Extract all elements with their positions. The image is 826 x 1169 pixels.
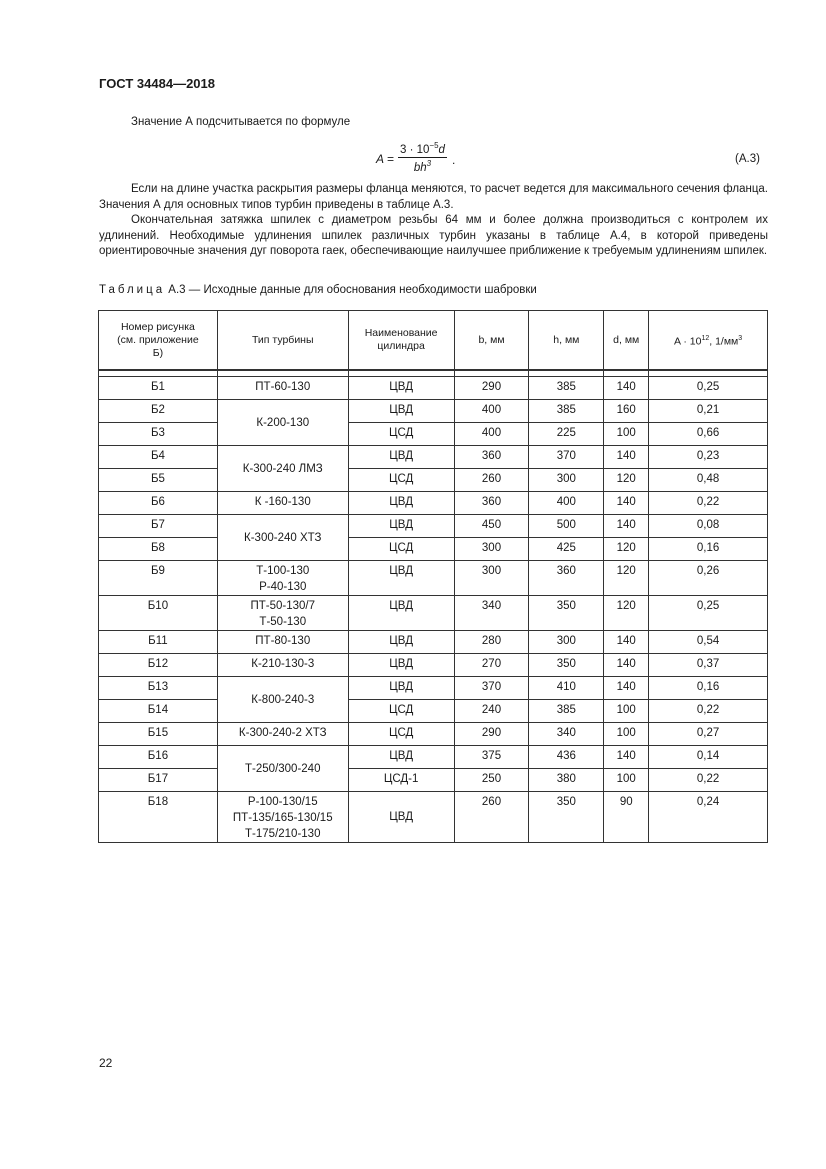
table-cell: ЦВД xyxy=(348,677,454,700)
table-cell: Б17 xyxy=(99,769,218,792)
table-cell: ЦСД xyxy=(348,423,454,446)
denominator-exp: 3 xyxy=(426,158,432,168)
table-cell: Б8 xyxy=(99,538,218,561)
table-cell: Б3 xyxy=(99,423,218,446)
table-cell: 140 xyxy=(604,492,649,515)
page-number: 22 xyxy=(99,1056,113,1070)
paragraph-1-text: Если на длине участка раскрытия размеры фланца меняются, то расчет ведется для максимального сечения фланца. Значения А для основных типов турбин приведены в таблице А.3. xyxy=(99,183,768,211)
formula-end: . xyxy=(452,153,456,167)
table-cell: 140 xyxy=(604,654,649,677)
numerator-base: 3 · 10 xyxy=(400,143,430,156)
table-cell: ЦСД xyxy=(348,469,454,492)
table-cell: ЦСД xyxy=(348,700,454,723)
table-cell: 260 xyxy=(454,792,529,843)
table-cell: ПТ-80-130 xyxy=(217,631,348,654)
table-cell: ЦВД xyxy=(348,400,454,423)
table-cell: ПТ-60-130 xyxy=(217,377,348,400)
table-cell: 360 xyxy=(454,446,529,469)
col-header-a: $A \cdot 10^{12}$, $1/мм^3$ xyxy=(649,311,768,371)
table-cell: 0,48 xyxy=(649,469,768,492)
table-cell: 375 xyxy=(454,746,529,769)
table-cell: 140 xyxy=(604,631,649,654)
table-cell: 385 xyxy=(529,377,604,400)
paragraph-2-text: Окончательная затяжка шпилек с диаметром резьбы 64 мм и более должна производиться с контролем их удлинений. Необходимые удлинения шпилек различных турбин указаны в таблице А.4, в которой приведены ориентировочные значения дуг поворота гаек, обеспечивающие наилучшее приближение к требуемым удлинениям шпилек. xyxy=(99,214,768,257)
table-row xyxy=(99,723,768,746)
col-header-h: h, мм xyxy=(529,311,604,371)
table-cell: 370 xyxy=(529,446,604,469)
table-cell: 0,21 xyxy=(649,400,768,423)
table-cell: 250 xyxy=(454,769,529,792)
table-cell: 340 xyxy=(454,596,529,631)
table-cell: К-300-240 ХТЗ xyxy=(217,515,348,561)
table-cell: 160 xyxy=(604,400,649,423)
numerator-var: d xyxy=(438,143,445,156)
table-cell: ЦВД xyxy=(348,631,454,654)
table-cell: Б9 xyxy=(99,561,218,596)
table-cell: Б18 xyxy=(99,792,218,843)
table-cell: Б15 xyxy=(99,723,218,746)
col-header-b: b, мм xyxy=(454,311,529,371)
table-cell: 120 xyxy=(604,596,649,631)
table-row xyxy=(99,538,768,561)
table-cell: ЦВД xyxy=(348,654,454,677)
table-cell: 270 xyxy=(454,654,529,677)
table-cell: 385 xyxy=(529,400,604,423)
table-row xyxy=(99,596,768,631)
table-cell: К-200-130 xyxy=(217,400,348,446)
table-cell: ЦСД xyxy=(348,538,454,561)
table-cell: 0,22 xyxy=(649,769,768,792)
col-header-figure: Номер рисунка (см. приложение Б) xyxy=(99,311,218,371)
table-cell: 140 xyxy=(604,746,649,769)
table-cell: ЦСД-1 xyxy=(348,769,454,792)
paragraph-1 xyxy=(99,182,768,213)
table-cell: 350 xyxy=(529,596,604,631)
fraction-bar xyxy=(398,157,447,158)
table-cell: К-800-240-3 xyxy=(217,677,348,723)
col-header-type: Тип турбины xyxy=(217,311,348,371)
table-row xyxy=(99,492,768,515)
table-cell: 380 xyxy=(529,769,604,792)
caption-text: А.3 — Исходные данные для обоснования необходимости шабровки xyxy=(165,284,537,296)
table-row xyxy=(99,446,768,469)
table-cell: К-300-240 ЛМЗ xyxy=(217,446,348,492)
table-row xyxy=(99,700,768,723)
table-cell: Б13 xyxy=(99,677,218,700)
table-cell: Б4 xyxy=(99,446,218,469)
table-cell: 280 xyxy=(454,631,529,654)
table-header-row xyxy=(99,311,768,371)
table-cell: 0,22 xyxy=(649,700,768,723)
formula-number: (А.3) xyxy=(735,153,760,165)
table-cell: Б10 xyxy=(99,596,218,631)
table-cell: 400 xyxy=(454,423,529,446)
table-cell: 260 xyxy=(454,469,529,492)
table-cell: 400 xyxy=(454,400,529,423)
table-cell: 300 xyxy=(454,538,529,561)
table-cell: 120 xyxy=(604,538,649,561)
table-row xyxy=(99,469,768,492)
table-cell: ЦВД xyxy=(348,492,454,515)
formula-fraction xyxy=(398,141,447,174)
table-row xyxy=(99,515,768,538)
table-cell: 240 xyxy=(454,700,529,723)
table-cell: ЦСД xyxy=(348,723,454,746)
col-header-d: d, мм xyxy=(604,311,649,371)
table-cell: 290 xyxy=(454,723,529,746)
table-cell: 0,27 xyxy=(649,723,768,746)
table-cell: ЦВД xyxy=(348,792,454,843)
table-cell: 425 xyxy=(529,538,604,561)
table-cell: Т-100-130 Р-40-130 xyxy=(217,561,348,596)
table-cell: Б7 xyxy=(99,515,218,538)
table-cell: 0,25 xyxy=(649,377,768,400)
table-cell: 300 xyxy=(529,631,604,654)
table-cell: 300 xyxy=(454,561,529,596)
table-cell: 0,66 xyxy=(649,423,768,446)
formula-numerator xyxy=(398,141,447,156)
table-cell: Р-100-130/15 ПТ-135/165-130/15 Т-175/210-130 xyxy=(217,792,348,843)
table-cell: 0,25 xyxy=(649,596,768,631)
table-row xyxy=(99,677,768,700)
table-cell: 385 xyxy=(529,700,604,723)
table-cell: Т-250/300-240 xyxy=(217,746,348,792)
table-cell: 300 xyxy=(529,469,604,492)
table-caption xyxy=(99,284,537,296)
table-cell: 0,23 xyxy=(649,446,768,469)
table-cell: 436 xyxy=(529,746,604,769)
table-cell: Б14 xyxy=(99,700,218,723)
table-cell: 120 xyxy=(604,561,649,596)
table-cell: 350 xyxy=(529,792,604,843)
table-cell: Б2 xyxy=(99,400,218,423)
table-row xyxy=(99,631,768,654)
table-cell: 360 xyxy=(454,492,529,515)
table-cell: ЦВД xyxy=(348,596,454,631)
table-cell: ЦВД xyxy=(348,746,454,769)
table-cell: 140 xyxy=(604,677,649,700)
table-cell: 360 xyxy=(529,561,604,596)
formula-intro: Значение А подсчитывается по формуле xyxy=(131,116,351,128)
table-cell: 140 xyxy=(604,515,649,538)
table-row xyxy=(99,654,768,677)
table-cell: ЦВД xyxy=(348,561,454,596)
table-cell: 0,16 xyxy=(649,538,768,561)
numerator-exp: −5 xyxy=(429,141,439,150)
table-cell: 100 xyxy=(604,723,649,746)
table-cell: 100 xyxy=(604,769,649,792)
table-cell: ЦВД xyxy=(348,377,454,400)
table-row xyxy=(99,792,768,843)
table-row xyxy=(99,400,768,423)
table-cell: 0,26 xyxy=(649,561,768,596)
table-row xyxy=(99,746,768,769)
table-cell: 90 xyxy=(604,792,649,843)
formula-a3 xyxy=(376,141,496,177)
table-cell: 0,37 xyxy=(649,654,768,677)
data-table-a3 xyxy=(98,310,768,843)
paragraph-2 xyxy=(99,213,768,260)
col-header-cylinder: Наименование цилиндра xyxy=(348,311,454,371)
denominator-base: bh xyxy=(413,161,427,174)
table-row xyxy=(99,561,768,596)
table-cell: 0,16 xyxy=(649,677,768,700)
table-cell: 140 xyxy=(604,377,649,400)
table-cell: К-210-130-3 xyxy=(217,654,348,677)
table-cell: Б16 xyxy=(99,746,218,769)
table-cell: 450 xyxy=(454,515,529,538)
table-row xyxy=(99,423,768,446)
table-cell: 0,22 xyxy=(649,492,768,515)
table-cell: Б5 xyxy=(99,469,218,492)
table-cell: Б11 xyxy=(99,631,218,654)
table-cell: Б1 xyxy=(99,377,218,400)
table-cell: 400 xyxy=(529,492,604,515)
table-row xyxy=(99,377,768,400)
table-cell: 500 xyxy=(529,515,604,538)
table-cell: 410 xyxy=(529,677,604,700)
table-cell: 100 xyxy=(604,700,649,723)
table-cell: Б6 xyxy=(99,492,218,515)
table-cell: 0,14 xyxy=(649,746,768,769)
document-header: ГОСТ 34484—2018 xyxy=(99,76,215,91)
table-cell: 0,08 xyxy=(649,515,768,538)
table-cell: ЦВД xyxy=(348,515,454,538)
table-cell: Б12 xyxy=(99,654,218,677)
table-cell: 140 xyxy=(604,446,649,469)
table-cell: 290 xyxy=(454,377,529,400)
table-cell: 225 xyxy=(529,423,604,446)
table-cell: К-300-240-2 ХТЗ xyxy=(217,723,348,746)
formula-lhs: A = xyxy=(376,152,394,166)
table-cell: К -160-130 xyxy=(217,492,348,515)
caption-label: Таблица xyxy=(99,284,166,296)
formula-denominator xyxy=(398,159,447,174)
table-cell: 120 xyxy=(604,469,649,492)
table-cell: ПТ-50-130/7 Т-50-130 xyxy=(217,596,348,631)
table-row xyxy=(99,769,768,792)
table-cell: 370 xyxy=(454,677,529,700)
table-cell: 0,54 xyxy=(649,631,768,654)
table-cell: 350 xyxy=(529,654,604,677)
table-cell: 0,24 xyxy=(649,792,768,843)
table-cell: 340 xyxy=(529,723,604,746)
table-cell: ЦВД xyxy=(348,446,454,469)
table-cell: 100 xyxy=(604,423,649,446)
